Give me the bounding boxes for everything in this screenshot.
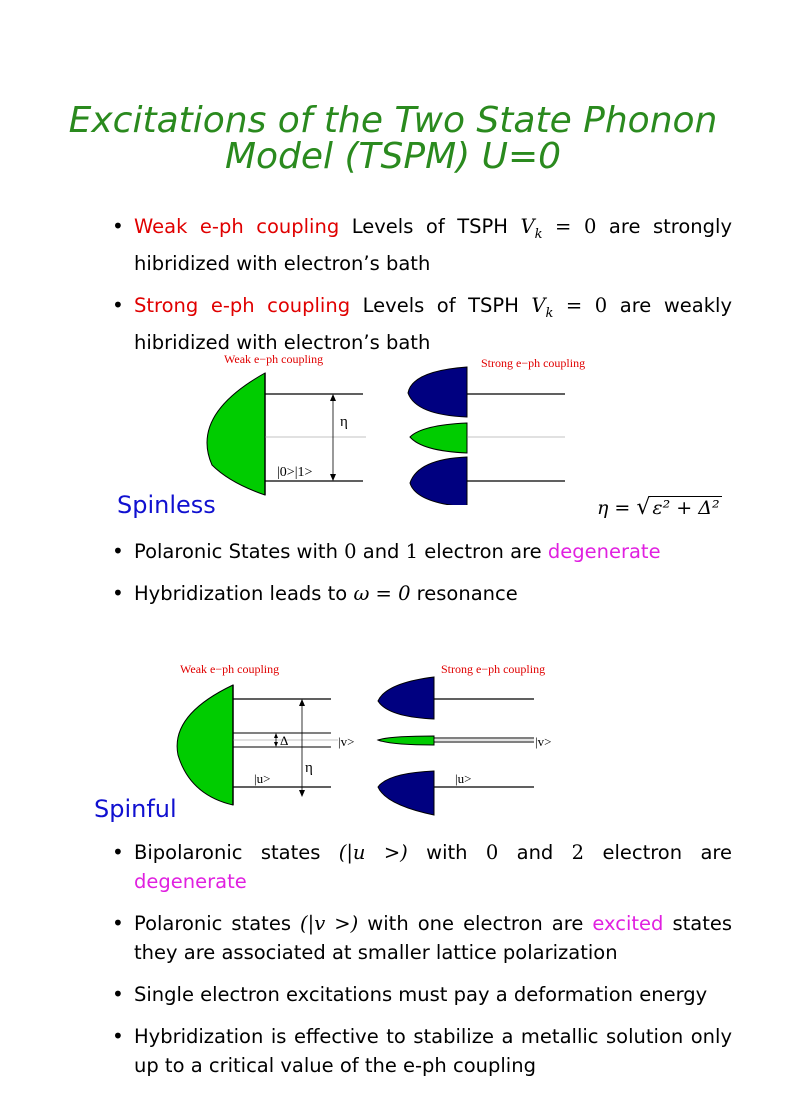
highlight-excited: excited <box>592 912 664 935</box>
text: Hybridization is effective to stabilize a metallic solution only up to a critical value of the e-ph coupling <box>134 1025 732 1077</box>
math-v: V <box>520 215 535 238</box>
highlight-weak: Weak e-ph coupling <box>134 215 340 238</box>
fig2-strong-band-top <box>378 677 434 719</box>
formula-lhs: η <box>597 497 609 519</box>
fig1-left-label: Weak e−ph coupling <box>224 352 324 366</box>
text: Levels of TSPH <box>350 293 532 317</box>
fig2-strong-band-bottom <box>378 771 434 815</box>
fig2-delta-head-down <box>274 742 278 747</box>
sqrt-symbol: √ <box>636 495 651 520</box>
text: Bipolaronic states <box>134 841 339 864</box>
fig1-arrow-head-up <box>330 394 336 401</box>
fig2-delta-symbol: Δ <box>280 733 289 748</box>
fig1-right-label: Strong e−ph coupling <box>481 356 586 370</box>
fig2-left-label: Weak e−ph coupling <box>180 662 280 676</box>
list-item <box>112 1022 732 1080</box>
fig1-strong-band-bottom <box>410 457 467 505</box>
text: resonance <box>410 582 518 605</box>
fig1-states-label: |0>|1> <box>277 465 313 480</box>
list-item <box>112 212 732 278</box>
math-sub: k <box>545 305 554 321</box>
list-item <box>112 980 732 1009</box>
fig2-strong-band-mid <box>378 736 434 745</box>
highlight-degenerate: degenerate <box>134 870 247 893</box>
eta-formula <box>597 495 722 520</box>
text: electron are <box>584 841 732 864</box>
text: Polaronic States with <box>134 540 345 563</box>
math: (|u >) <box>338 841 408 864</box>
text: with <box>407 841 486 864</box>
fig2-v-label-left: |v> <box>338 734 355 749</box>
fig2-right-label: Strong e−ph coupling <box>441 662 546 676</box>
math: (|v >) <box>300 912 359 935</box>
fig2-delta-head-up <box>274 733 278 738</box>
text: and <box>356 540 406 563</box>
fig2-u-label-left: |u> <box>254 771 271 786</box>
fig1-eta-symbol: η <box>340 414 348 430</box>
math-eq: = 0 <box>542 215 597 238</box>
slide-title-line2: Model (TSPM) U=0 <box>224 136 562 177</box>
fig1-weak-band <box>207 373 265 495</box>
text: states they are associated at smaller lattice polarization <box>134 912 733 964</box>
math: 2 <box>571 841 585 864</box>
figure-spinful-diagram <box>170 655 570 820</box>
highlight-strong: Strong e-ph coupling <box>134 293 351 317</box>
text: Levels of TSPH <box>339 215 521 238</box>
fig1-strong-band-top <box>408 367 467 417</box>
spinless-heading: Spinless <box>117 491 216 519</box>
formula-eq: = <box>608 497 637 519</box>
bottom-bullet-list <box>112 838 732 1093</box>
math: 0 <box>485 841 499 864</box>
math: 0 <box>344 540 357 563</box>
fig2-eta-head-up <box>299 699 305 706</box>
fig2-eta-symbol: η <box>305 760 313 776</box>
math-sub: k <box>534 226 543 242</box>
highlight-degenerate: degenerate <box>547 540 661 563</box>
math-v: V <box>531 293 546 317</box>
math-eq: = 0 <box>553 293 608 317</box>
spinful-heading: Spinful <box>94 795 177 823</box>
fig2-eta-head-down <box>299 790 305 797</box>
fig2-weak-band <box>177 685 233 805</box>
mid-bullet-list <box>112 537 732 621</box>
math: 1 <box>405 540 419 563</box>
fig1-arrow-head-down <box>330 474 336 481</box>
list-item <box>112 909 732 967</box>
text: are weakly hibridized with electron’s bath <box>134 293 732 354</box>
slide-title-line1: Excitations of the Two State Phonon <box>68 100 718 141</box>
text: electron are <box>418 540 548 563</box>
text: are strongly hibridized with electron’s bath <box>134 215 733 275</box>
fig2-u-label-right: |u> <box>455 771 472 786</box>
text: with one electron are <box>358 912 593 935</box>
formula-body: ε² + Δ² <box>652 497 720 519</box>
text: Hybridization leads to <box>134 582 354 605</box>
fig2-v-label-right: |v> <box>535 734 552 749</box>
math: ω = 0 <box>353 582 411 605</box>
fig1-strong-band-mid <box>410 423 467 453</box>
text: Polaronic states <box>134 912 301 935</box>
text: and <box>498 841 572 864</box>
figure-spinless-diagram <box>190 345 590 505</box>
list-item <box>112 838 732 896</box>
text: Single electron excitations must pay a deformation energy <box>134 983 708 1006</box>
list-item <box>112 579 732 608</box>
list-item <box>112 537 732 566</box>
